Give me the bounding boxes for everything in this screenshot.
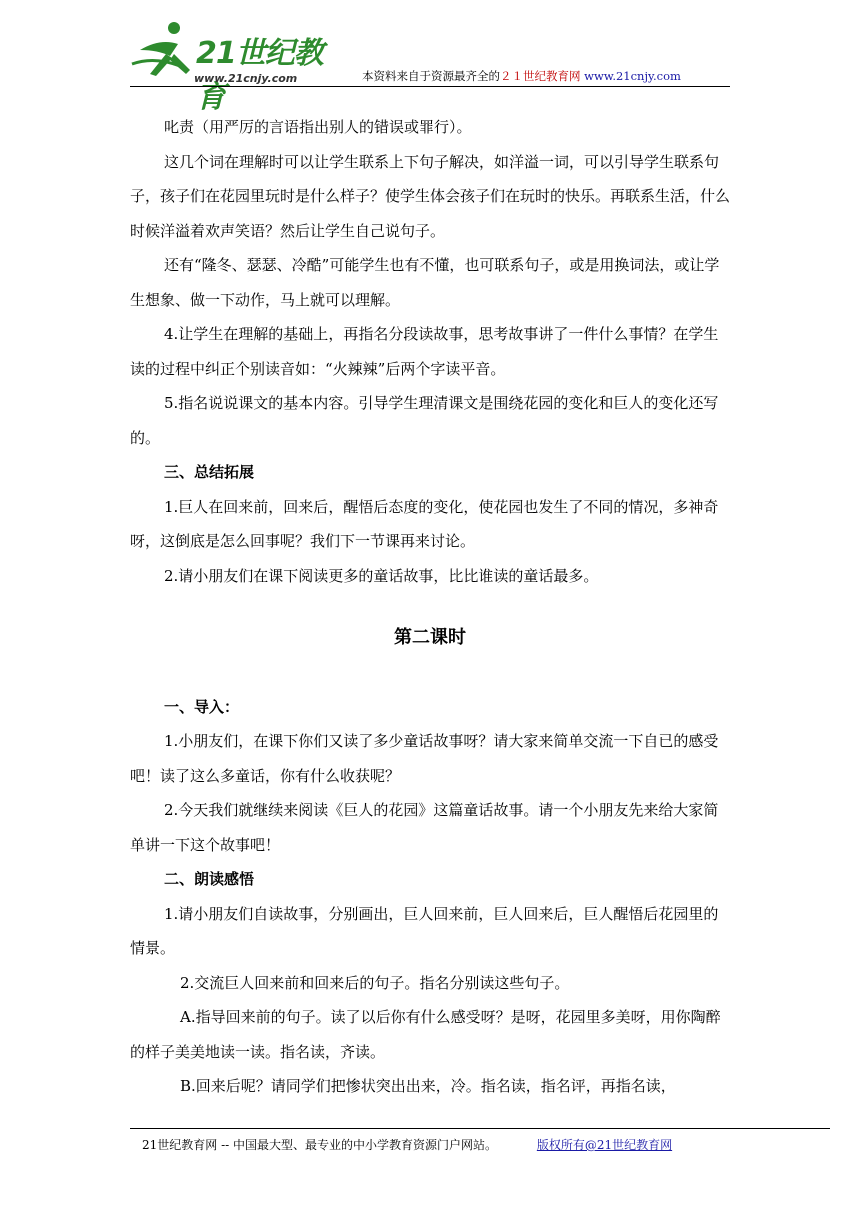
- footer-divider: [130, 1128, 830, 1129]
- paragraph: 这几个词在理解时可以让学生联系上下句子解决，如洋溢一词，可以引导学生联系句子，孩子们在花园里玩时是什么样子？使学生体会孩子们在玩时的快乐。再联系生活，什么时候洋溢着欢声笑语？然后让学生自己说句子。: [130, 152, 731, 240]
- section-heading: 一、导入：: [164, 697, 240, 716]
- section-heading: 三、总结拓展: [164, 463, 255, 481]
- paragraph: 2.今天我们就继续来阅读《巨人的花园》这篇童话故事。请一个小朋友先来给大家简单讲一下这个故事吧！: [130, 801, 719, 854]
- document-body: [130, 110, 730, 1104]
- page-footer: [142, 1136, 672, 1153]
- header-note-url[interactable]: www.21cnjy.com: [584, 69, 681, 83]
- paragraph: 1.请小朋友们自读故事，分别画出，巨人回来前，巨人回来后，巨人醒悟后花园里的情景。: [130, 904, 719, 957]
- copyright-link[interactable]: 版权所有@21世纪教育网: [536, 1138, 673, 1152]
- paragraph: 1.小朋友们，在课下你们又读了多少童话故事呀？请大家来简单交流一下自已的感受吧！读了这么多童话，你有什么收获呢？: [130, 732, 719, 785]
- header-note-site: ２１世纪教育网: [500, 69, 581, 83]
- site-logo[interactable]: [130, 20, 350, 115]
- footer-text: 21世纪教育网 -- 中国最大型、最专业的中小学教育资源门户网站。: [142, 1138, 498, 1152]
- lesson-title: 第二课时: [394, 627, 466, 648]
- paragraph: 5.指名说说课文的基本内容。引导学生理清课文是围绕花园的变化和巨人的变化还写的。: [130, 394, 719, 447]
- header-note: [362, 68, 681, 84]
- paragraph: B.回来后呢？请同学们把惨状突出出来，冷。指名读，指名评，再指名读，: [180, 1077, 676, 1095]
- header-note-prefix: 本资料来自于资源最齐全的: [362, 69, 500, 83]
- logo-url: www.21cnjy.com: [194, 72, 298, 85]
- paragraph: 4.让学生在理解的基础上，再指名分段读故事，思考故事讲了一件什么事情？在学生读的过程中纠正个别读音如：“火辣辣”后两个字读平音。: [130, 325, 719, 378]
- paragraph: 1.巨人在回来前，回来后，醒悟后态度的变化，使花园也发生了不同的情况，多神奇呀，这倒底是怎么回事呢？我们下一节课再来讨论。: [130, 497, 719, 550]
- paragraph: 2.交流巨人回来前和回来后的句子。指名分别读这些句子。: [180, 973, 570, 992]
- paragraph: 还有“隆冬、瑟瑟、冷酷”可能学生也有不懂，也可联系句子，或是用换词法，或让学生想象、做一下动作，马上就可以理解。: [130, 256, 720, 309]
- page-header: [130, 10, 730, 115]
- paragraph: 2.请小朋友们在课下阅读更多的童话故事，比比谁读的童话最多。: [164, 566, 599, 585]
- logo-text: 21世纪教育: [196, 36, 323, 115]
- runner-icon: [130, 20, 200, 80]
- section-heading: 二、朗读感悟: [164, 870, 255, 888]
- paragraph: A.指导回来前的句子。读了以后你有什么感受呀？是呀，花园里多美呀，用你陶醉的样子美美地读一读。指名读，齐读。: [130, 1008, 721, 1061]
- paragraph: 叱责（用严厉的言语指出别人的错误或罪行）。: [164, 118, 472, 136]
- header-divider: [130, 86, 730, 87]
